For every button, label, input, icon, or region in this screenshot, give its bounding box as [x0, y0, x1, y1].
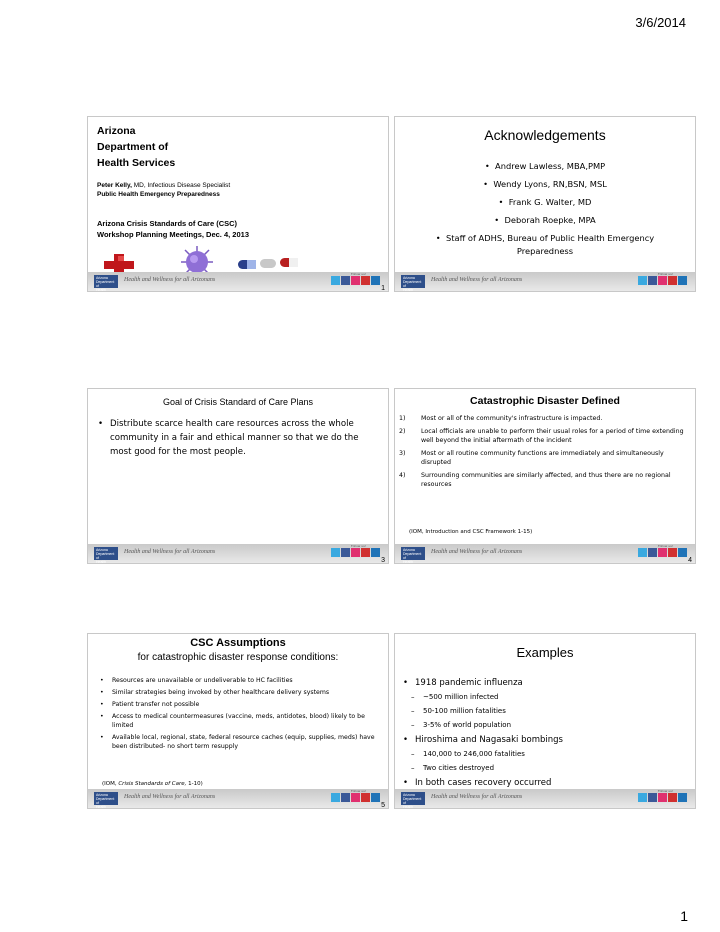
slide-number: 5 — [381, 802, 385, 809]
flickr-icon — [658, 548, 667, 557]
pills-image — [238, 256, 300, 272]
slide-title: Catastrophic Disaster Defined — [470, 395, 620, 407]
flickr-icon — [351, 276, 360, 285]
twitter-icon — [331, 793, 340, 802]
youtube-icon — [361, 548, 370, 557]
presenter: Peter Kelly, MD, Infectious Disease Specialist Public Health Emergency Preparedness — [97, 182, 231, 198]
adhs-logo: Arizona Department of Health Services — [94, 792, 118, 805]
flickr-icon — [351, 548, 360, 557]
social-icons — [638, 548, 687, 557]
slide-footer: Arizona Department of Health Services Health and Wellness for all Arizonans Follow us! — [88, 789, 388, 808]
facebook-icon — [341, 793, 350, 802]
flickr-icon — [351, 793, 360, 802]
adhs-logo: Arizona Department of Health Services — [401, 547, 425, 560]
youtube-icon — [361, 276, 370, 285]
slide-5 — [87, 633, 389, 813]
twitter-icon — [331, 548, 340, 557]
facebook-icon — [341, 548, 350, 557]
youtube-icon — [361, 793, 370, 802]
slide-title: CSC Assumptions — [190, 637, 286, 649]
slide-1 — [87, 116, 389, 296]
adhs-logo: Arizona Department of Health Services — [401, 792, 425, 805]
linkedin-icon — [678, 793, 687, 802]
adhs-logo: Arizona Department of Health Services — [401, 275, 425, 288]
citation: (IOM, Crisis Standards of Care, 1-10) — [102, 781, 203, 787]
flickr-icon — [658, 793, 667, 802]
slide-3 — [87, 388, 389, 568]
goal-list: • Distribute scarce health care resources across the whole community in a fair and ethical manner so that we do the most good for the most people. — [98, 417, 376, 459]
slide-4 — [394, 388, 696, 568]
adhs-logo: Arizona Department of Health Services — [94, 547, 118, 560]
slide-number: 4 — [688, 557, 692, 564]
slide-footer: Arizona Department of Health Services Health and Wellness for all Arizonans Follow us! — [395, 272, 695, 291]
twitter-icon — [638, 793, 647, 802]
slide-6 — [394, 633, 696, 813]
slide-title: Examples — [516, 645, 574, 660]
definition-list: 1) Most or all of the community's infrastructure is impacted. 2) Local officials are unable to perform their usual roles for a period of time extending well beyond the initial aftermath of the incident 3) Most or all routine community functions are immediately and simultaneously disrupted 4) Surrounding communities are similarly affected, and thus there are no regional resources — [399, 415, 684, 488]
youtube-icon — [668, 276, 677, 285]
linkedin-icon — [371, 793, 380, 802]
event-title: Arizona Crisis Standards of Care (CSC) Workshop Planning Meetings, Dec. 4, 2013 — [97, 219, 249, 239]
facebook-icon — [648, 793, 657, 802]
social-icons — [331, 276, 380, 285]
examples-list: • 1918 pandemic influenza – ~500 million infected – 50-100 million fatalities – 3-5% of world population • Hiroshima and Nagasaki bombings – 140,000 to 246,000 fatalities – Two cities destroyed • In both cases recovery occurred — [403, 676, 687, 790]
social-icons — [331, 548, 380, 557]
linkedin-icon — [678, 548, 687, 557]
assumption-list: • Resources are unavailable or undeliverable to HC facilities • Similar strategies being invoked by other healthcare delivery systems • Patient transfer not possible • Access to medical countermeasures (vaccine, meds, antidotes, blood) likely to be limited • Available local, regional, state, federal resource caches (equip, supplies, meds) have been distributed- no short term resupply — [100, 676, 376, 751]
social-icons — [638, 276, 687, 285]
twitter-icon — [638, 276, 647, 285]
facebook-icon — [648, 276, 657, 285]
slide-footer: Arizona Department of Health Services Health and Wellness for all Arizonans Follow us! — [88, 544, 388, 563]
facebook-icon — [341, 276, 350, 285]
linkedin-icon — [371, 548, 380, 557]
twitter-icon — [638, 548, 647, 557]
adhs-logo: Arizona Department of Health Services — [94, 275, 118, 288]
slide-footer: Arizona Department of Health Services Health and Wellness for all Arizonans Follow us! — [88, 272, 388, 291]
youtube-icon — [668, 793, 677, 802]
page-date: 3/6/2014 — [635, 15, 686, 30]
linkedin-icon — [371, 276, 380, 285]
slide-title: Goal of Crisis Standard of Care Plans — [162, 397, 314, 407]
social-icons — [331, 793, 380, 802]
slide-number: 3 — [381, 557, 385, 564]
linkedin-icon — [678, 276, 687, 285]
org-name: Arizona Department of Health Services — [97, 125, 176, 169]
citation: (IOM, Introduction and CSC Framework 1-15) — [409, 529, 533, 535]
slide-footer: Arizona Department of Health Services Health and Wellness for all Arizonans Follow us! — [395, 544, 695, 563]
acknowledgement-list: • Andrew Lawless, MBA,PMP • Wendy Lyons, RN,BSN, MSL • Frank G. Walter, MD • Deborah Roepke, MPA • Staff of ADHS, Bureau of Public Health Emergency Preparedness — [435, 161, 655, 256]
slide-number: 1 — [381, 285, 385, 292]
page-number: 1 — [680, 908, 688, 924]
flickr-icon — [658, 276, 667, 285]
slide-title: Acknowledgements — [484, 127, 606, 143]
slide-2 — [394, 116, 696, 296]
slide-subtitle: for catastrophic disaster response conditions: — [137, 652, 339, 663]
youtube-icon — [668, 548, 677, 557]
social-icons — [638, 793, 687, 802]
facebook-icon — [648, 548, 657, 557]
slide-footer: Arizona Department of Health Services Health and Wellness for all Arizonans Follow us! — [395, 789, 695, 808]
twitter-icon — [331, 276, 340, 285]
